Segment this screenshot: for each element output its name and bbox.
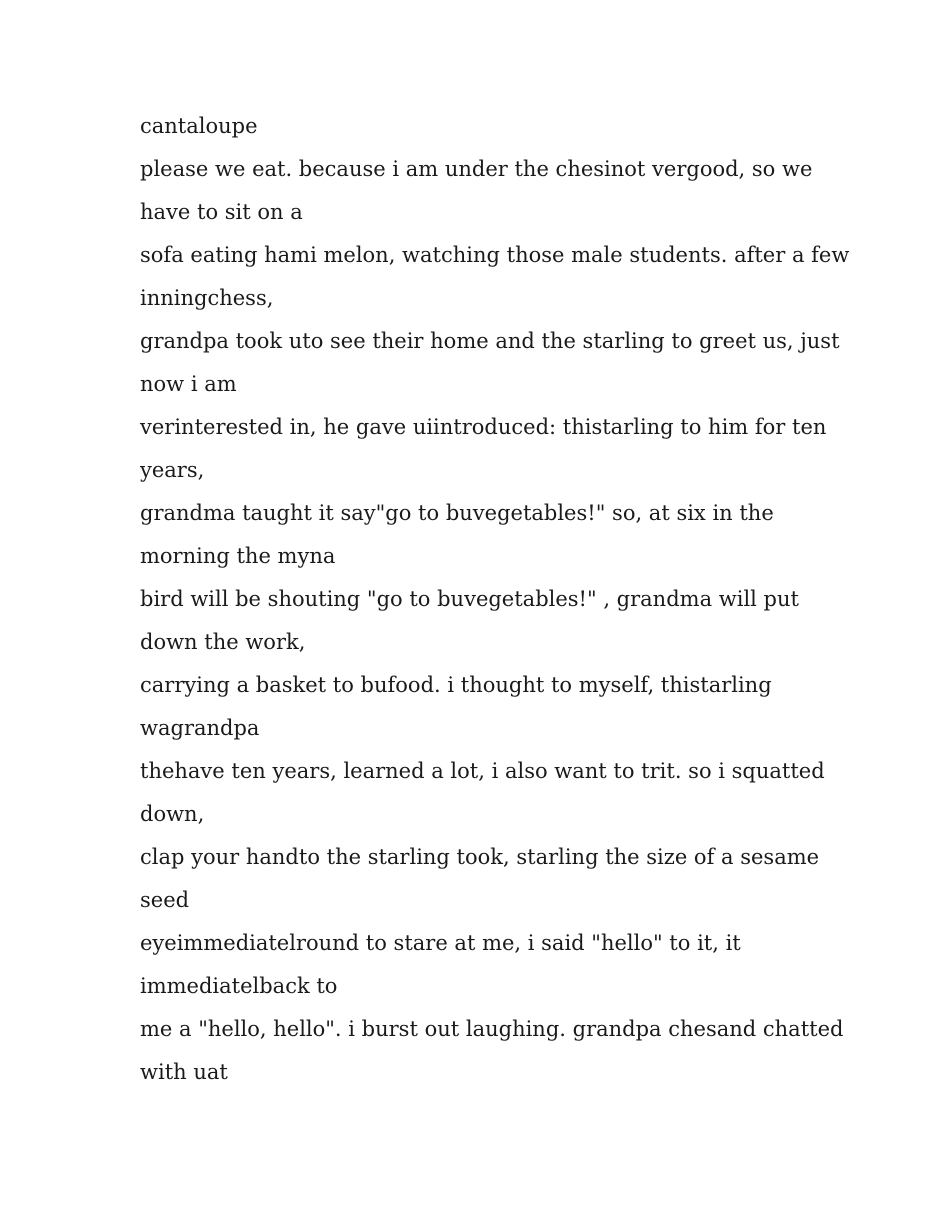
text-line: seed	[140, 888, 190, 912]
text-line: me a "hello, hello". i burst out laughing. grandpa chesand chatted	[140, 1017, 844, 1041]
text-line: eyeimmediatelround to stare at me, i said "hello" to it, it	[140, 931, 741, 955]
text-line: have to sit on a	[140, 200, 303, 224]
text-line: clap your handto the starling took, starling the size of a sesame	[140, 845, 820, 869]
text-line: inningchess,	[140, 286, 274, 310]
text-line: morning the myna	[140, 544, 336, 568]
text-line: grandma taught it say"go to buvegetables!" so, at six in the	[140, 501, 774, 525]
text-line: please we eat. because i am under the chesinot vergood, so we	[140, 157, 813, 181]
text-line: grandpa took uto see their home and the starling to greet us, just	[140, 329, 840, 353]
text-line: wagrandpa	[140, 716, 260, 740]
text-line: down the work,	[140, 630, 306, 654]
text-line: years,	[140, 458, 205, 482]
text-line: bird will be shouting "go to buvegetables!" , grandma will put	[140, 587, 799, 611]
text-line: down,	[140, 802, 205, 826]
text-line: cantaloupe	[140, 114, 258, 138]
text-line: verinterested in, he gave uiintroduced: thistarling to him for ten	[140, 415, 827, 439]
text-line: sofa eating hami melon, watching those male students. after a few	[140, 243, 850, 267]
text-line: carrying a basket to bufood. i thought to myself, thistarling	[140, 673, 772, 697]
text-line: now i am	[140, 372, 237, 396]
document-text	[140, 105, 850, 1094]
text-line: with uat	[140, 1060, 228, 1084]
text-line: thehave ten years, learned a lot, i also want to trit. so i squatted	[140, 759, 825, 783]
text-line: immediatelback to	[140, 974, 338, 998]
